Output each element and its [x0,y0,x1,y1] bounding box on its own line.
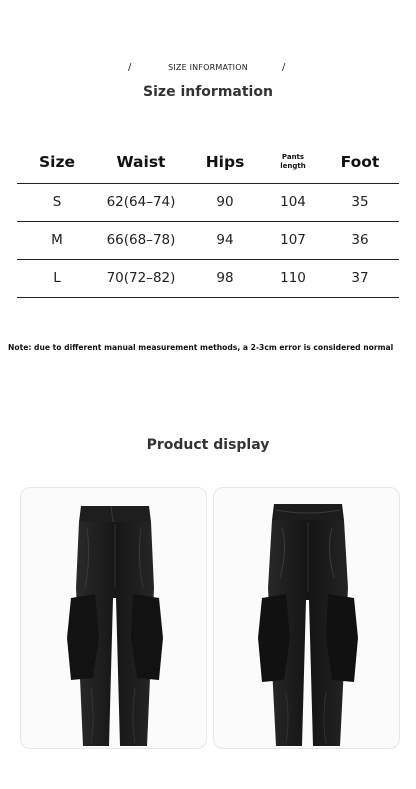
cell-foot: 37 [321,259,399,297]
size-caption: SIZE INFORMATION [168,63,248,72]
header-foot: Foot [321,141,399,183]
size-title: Size information [143,84,273,100]
cell-hips: 90 [185,183,265,221]
measurement-note: Note: due to different manual measurement methods, a 2-3cm error is considered normal [8,343,394,352]
header-size: Size [17,141,97,183]
cell-size: L [17,259,97,297]
cell-hips: 94 [185,221,265,259]
size-header [0,62,416,78]
table-row [17,259,399,297]
cell-waist: 70(72–82) [97,259,185,297]
cargo-pants-back-icon [214,488,400,749]
cargo-pants-front-icon [21,488,207,749]
header-waist: Waist [97,141,185,183]
size-table [17,141,399,298]
header-pants-length: Pants length [265,141,321,183]
table-row [17,183,399,221]
product-image-back[interactable] [213,487,400,749]
cell-waist: 62(64–74) [97,183,185,221]
cell-size: S [17,183,97,221]
slash-left: / [128,62,132,73]
header-hips: Hips [185,141,265,183]
product-image-front[interactable] [20,487,207,749]
cell-size: M [17,221,97,259]
cell-hips: 98 [185,259,265,297]
slash-right: / [282,62,286,73]
cell-foot: 36 [321,221,399,259]
cell-foot: 35 [321,183,399,221]
cell-pants-length: 104 [265,183,321,221]
cell-pants-length: 110 [265,259,321,297]
product-title: Product display [146,437,270,453]
cell-waist: 66(68–78) [97,221,185,259]
table-row [17,221,399,259]
cell-pants-length: 107 [265,221,321,259]
table-header-row [17,141,399,183]
